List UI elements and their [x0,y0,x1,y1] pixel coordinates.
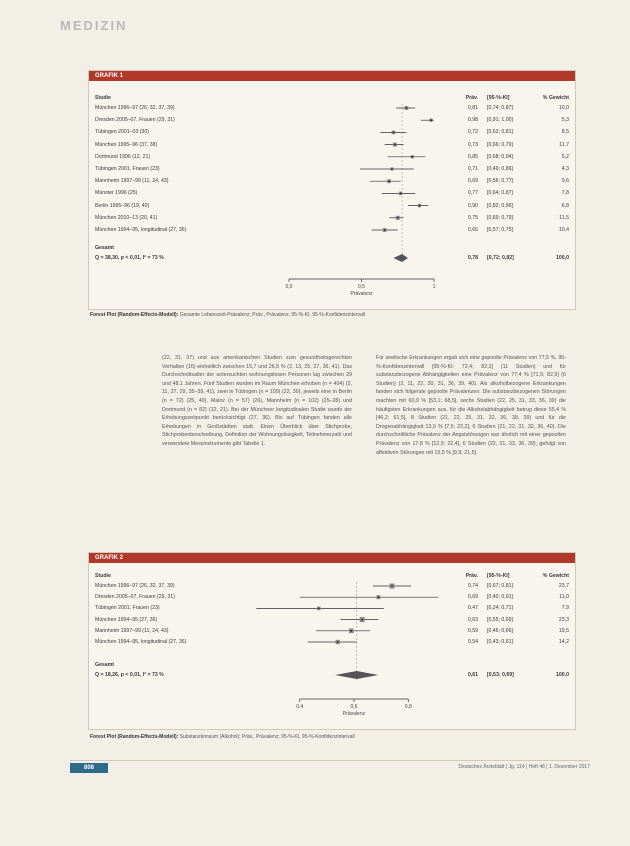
point-estimate [397,217,399,219]
weight-value: 19,5 [558,627,569,634]
point-estimate [391,585,393,587]
confidence-interval: [0,57; 0,75] [487,227,513,233]
point-estimate [318,608,320,610]
prevalence-value: 0,81 [467,105,478,111]
study-name: Mannheim 1997–99 (11, 24, 43) [95,178,169,185]
point-estimate [406,107,408,109]
point-estimate [350,630,352,632]
body-column-right: Für seelische Erkrankungen ergab sich eine gepoolte Prävalenz von 77,5 %, 95-%-Konfidenzintervall [95-%-KI: 72,4; 82,2] (11 Studien) und für substanzbezogene Abhängigkeiten eine Prävalenz von 77,4 % [71,5; 82,9] (6 Studien) (2, 11, 22, 30, 31, 36, 39, 40). Als alkoholbezogene Erkrankungen fanden sich folgende gepoolte Prävalenzen: Die substanzbezogenen Störungen machten mit 60,9 % [53,1; 68,5], sechs Studien (22, 25, 31, 33, 36, 39) die häufigsten Erkrankungen aus, für die Alkoholabhängigkeit betrug diese 55,4 % [46,2; 61,5], 8 Studien (21, 22, 25, 31, 32, 36, 38, 39) und für die Drogenabhängigkeit 13,9 % [7,5; 22,2], 6 Studien (21, 22, 31, 32, 36, 40). Die durchschnittliche Prävalenz der Angststörungen war ähnlich mit einer gepoolten Prävalenz von 17,8 % [12,9; 22,4], 6 Studien (22, 31, 33, 36, 39), gefolgt von affektiven Störungen mit 15,5 % [9,9; 21,5]. [376,355,566,456]
prevalence-value: 0,75 [467,214,478,221]
weight-value: 7,8 [561,190,569,197]
prevalence-value: 0,71 [467,166,478,172]
point-estimate [393,132,395,134]
x-tick-label: 1 [432,284,436,290]
prevalence-value: 0,47 [467,605,478,612]
col-prevalence: Präv. [465,95,478,101]
caption-2-title: Forest Plot (Random-Effects-Modell): [90,734,179,740]
confidence-interval: [0,66; 0,79] [487,141,513,148]
summary-diamond [393,254,408,262]
confidence-interval: [0,68; 0,94] [487,153,513,160]
caption-1-title: Forest Plot (Random-Effects-Modell): [90,312,179,318]
figure-label: GRAFIK 2 [89,553,575,563]
prevalence-value: 0,69 [467,178,478,185]
summary-prevalence: 0,78 [467,255,478,261]
col-study: Studie [95,573,111,579]
summary-weight: 100,0 [556,672,569,678]
study-name: München 1996–97 (26, 32, 37, 39) [95,105,175,111]
point-estimate [337,641,339,643]
x-tick-label: 0,6 [350,704,358,710]
prevalence-value: 0,54 [467,639,478,645]
x-axis-label: Prävalenz [342,711,366,717]
page-footer [70,760,590,775]
summary-stats: Q = 18,26, p < 0,01, I² = 73 % [95,672,164,678]
study-name: Tübingen 2001–03 (30) [95,129,149,136]
weight-value: 23,7 [558,583,569,589]
study-name: München 1994–95, longitudinal (27, 36) [95,227,187,233]
study-name: Tübingen 2001, Frauen (23) [95,605,160,612]
col-ci: [95-%-KI] [487,95,510,101]
caption-2-text: Substanzkonsum (Alkohol); Präv., Prävalenz; 95-%-KI, 95-%-Konfidenzintervall [178,734,355,740]
summary-label: Gesamt [95,662,115,668]
weight-value: 11,5 [559,214,569,221]
confidence-interval: [0,69; 0,79] [487,214,513,221]
prevalence-value: 0,69 [467,594,478,601]
caption-2 [90,734,355,740]
study-name: Dortmund 1996 (12, 21) [95,153,151,160]
point-estimate [378,596,380,598]
point-estimate [419,205,421,207]
forest-plot-2 [89,553,575,729]
confidence-interval: [0,55; 0,69] [487,616,513,623]
col-study: Studie [95,95,111,101]
weight-value: 9,6 [561,178,569,185]
summary-ci: [0,53; 0,69] [487,672,514,678]
confidence-interval: [0,64; 0,87] [487,190,513,197]
col-weight: % Gewicht [542,95,569,101]
weight-value: 5,2 [561,153,569,160]
prevalence-value: 0,74 [467,583,478,589]
forest-plot-panel-1 [88,70,576,310]
summary-stats: Q = 38,30, p < 0,01, I² = 73 % [95,255,164,261]
confidence-interval: [0,49; 0,86] [487,166,513,172]
weight-value: 23,3 [558,616,569,623]
section-header: MEDIZIN [60,18,128,33]
x-tick-label: 0,0 [285,284,293,290]
weight-value: 11,0 [559,594,569,601]
study-name: Tübingen 2001, Frauen (23) [95,166,160,172]
prevalence-value: 0,98 [467,117,478,124]
forest-plot-1 [89,71,575,309]
col-weight: % Gewicht [542,573,569,579]
point-estimate [388,180,390,182]
col-prevalence: Präv. [465,573,478,579]
prevalence-value: 0,72 [467,129,478,136]
confidence-interval: [0,46; 0,66] [487,627,513,634]
summary-weight: 100,0 [556,255,569,261]
summary-diamond [335,671,378,679]
body-column-left: (22, 31, 37) und aus amerikanischen Studien zum gesundheitsgerechten Verhalten (16) einheitlich zwischen 15,7 und 26,5 % (2, 13, 25, 27, 36, 41). Das Durchschnittsalter der untersuchten wohnungslosen Personen lag zwischen 29 und 48,1 Jahren. Fünf Studien wurden im Raum München erhoben (n = 404) (2, 11, 27, 29, 35–39, 41), zwei in Tübingen (n = 109) (22, 30), jeweils eine in Berlin (n = 72) (25, 40), Mainz (n = 57) (26), Mannheim (n = 102) (25–28) und Dortmund (n = 82) (12, 21). Bei der Münchner longitudinalen Studie wurde der Erhebungszeitpunkt berücksichtigt (27, 36). Bis auf Tübingen fanden alle Erhebungen in Großstädten statt. Einen Überblick über Stichprobe, Stichprobenbeschreibung, Definition der Wohnungslosigkeit, Teilnehmerzahl und verwendete Messinstrumente gibt Tabelle 1. [162,355,352,447]
forest-plot-panel-2 [88,552,576,730]
prevalence-value: 0,90 [467,202,478,209]
x-tick-label: 0,8 [404,704,412,710]
study-name: München 2010–13 (20, 41) [95,214,158,221]
col-ci: [95-%-KI] [487,573,510,579]
x-axis-label: Prävalenz [350,291,373,297]
weight-value: 5,3 [561,117,569,124]
point-estimate [394,144,396,146]
caption-1-text: Gesamte Lebenszeit-Prävalenz; Präv., Prävalenz; 95-%-KI, 95-%-Konfidenzintervall [178,312,366,318]
confidence-interval: [0,56; 0,77] [487,178,513,185]
summary-label: Gesamt [95,245,115,251]
study-name: Berlin 1995–96 (19, 40) [95,202,150,209]
prevalence-value: 0,77 [467,190,478,197]
point-estimate [430,119,432,121]
prevalence-value: 0,66 [467,227,478,233]
prevalence-value: 0,63 [467,616,478,623]
point-estimate [384,229,386,231]
confidence-interval: [0,91; 1,00] [487,117,513,124]
prevalence-value: 0,59 [467,627,478,634]
summary-prevalence: 0,61 [467,672,478,678]
weight-value: 10,4 [558,227,569,233]
summary-ci: [0,72; 0,82] [487,255,514,261]
weight-value: 8,5 [561,129,569,136]
weight-value: 6,8 [561,202,569,209]
confidence-interval: [0,24; 0,71] [487,605,513,612]
point-estimate [391,168,393,170]
x-tick-label: 0,5 [358,284,365,290]
page-number: 808 [70,763,108,773]
study-name: München 1995–96 (37, 38) [95,141,158,148]
study-name: München 1994–95 (27, 36) [95,616,158,623]
confidence-interval: [0,82; 0,96] [487,202,513,209]
body-text [162,354,566,530]
weight-value: 14,2 [558,639,569,645]
study-name: Dresden 2005–07, Frauen (29, 31) [95,594,175,601]
study-name: Dresden 2005–07, Frauen (29, 31) [95,117,175,124]
weight-value: 10,0 [558,105,569,111]
confidence-interval: [0,63; 0,81] [487,129,513,136]
journal-reference: Deutsches Ärzteblatt | Jg. 114 | Heft 48 | 1. Dezember 2017 [458,764,590,770]
prevalence-value: 0,73 [467,141,478,148]
study-name: Münster 1996 (25) [95,190,138,197]
confidence-interval: [0,74; 0,87] [487,105,513,111]
point-estimate [361,619,363,621]
study-name: München 1994–95, longitudinal (27, 36) [95,639,187,645]
weight-value: 7,9 [561,605,569,612]
weight-value: 11,7 [559,141,569,148]
x-tick-label: 0,4 [296,704,304,710]
caption-1 [90,312,365,318]
confidence-interval: [0,67; 0,81] [487,583,513,589]
confidence-interval: [0,40; 0,91] [487,594,513,601]
weight-value: 4,3 [561,166,569,172]
point-estimate [411,156,413,158]
point-estimate [400,193,402,195]
study-name: München 1996–97 (26, 32, 37, 39) [95,583,175,589]
prevalence-value: 0,85 [467,153,478,160]
confidence-interval: [0,43; 0,61] [487,639,513,645]
figure-label: GRAFIK 1 [89,71,575,81]
study-name: Mannheim 1997–99 (11, 24, 43) [95,627,169,634]
